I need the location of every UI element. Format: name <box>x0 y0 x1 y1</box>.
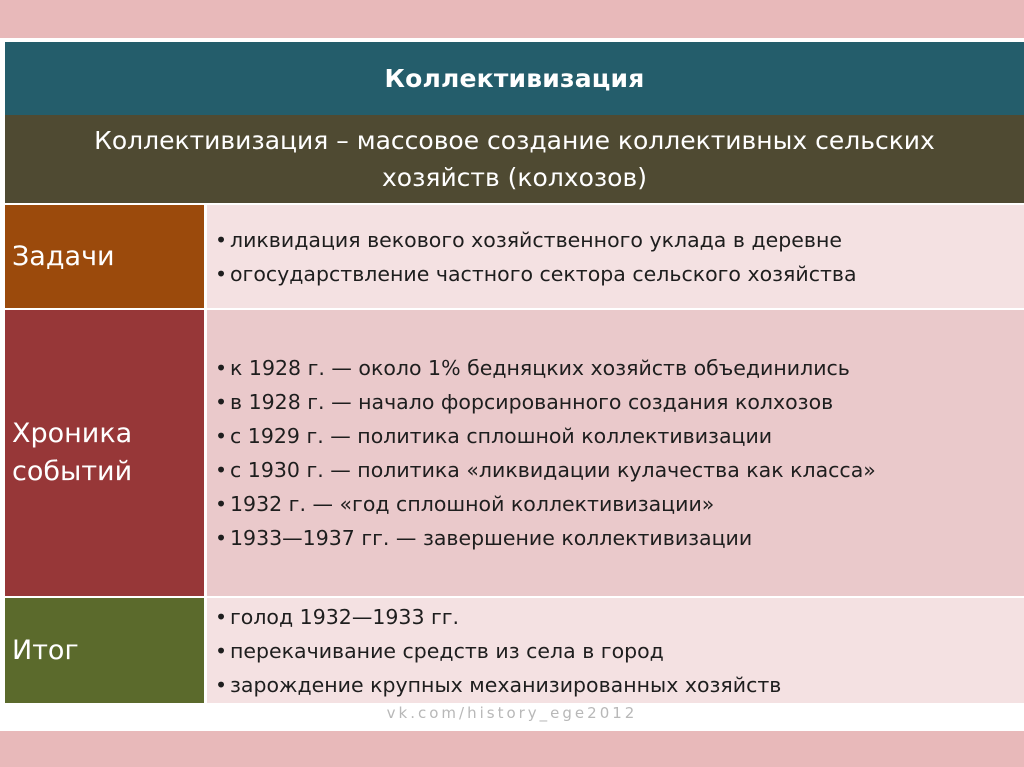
list-item: • голод 1932—1933 гг. <box>215 600 1024 634</box>
bullet-icon: • <box>215 458 228 482</box>
row-label-result: Итог <box>5 598 204 703</box>
list-item: • 1933—1937 гг. — завершение коллективизации <box>215 521 1024 555</box>
row-result <box>5 598 1024 703</box>
definition: Коллективизация – массовое создание коллективных сельских хозяйств (колхозов) <box>5 115 1024 203</box>
list-item: • 1932 г. — «год сплошной коллективизации» <box>215 487 1024 521</box>
bullet-icon: • <box>215 424 228 448</box>
row-chronicle <box>5 310 1024 596</box>
bullet-icon: • <box>215 604 228 629</box>
bullet-icon: • <box>215 227 228 252</box>
row-content-tasks <box>207 205 1024 308</box>
list-item: • к 1928 г. — около 1% бедняцких хозяйств объединились <box>215 351 1024 385</box>
list-item: • зарождение крупных механизированных хозяйств <box>215 668 1024 702</box>
list-item: • огосударствление частного сектора сельского хозяйства <box>215 257 1024 291</box>
bullet-icon: • <box>215 356 228 380</box>
list-item: • с 1930 г. — политика «ликвидации кулачества как класса» <box>215 453 1024 487</box>
list-item: • перекачивание средств из села в город <box>215 634 1024 668</box>
row-content-result <box>207 598 1024 703</box>
slide <box>0 38 1024 731</box>
bullet-icon: • <box>215 638 228 663</box>
list-item: • в 1928 г. — начало форсированного создания колхозов <box>215 385 1024 419</box>
row-label-chronicle: Хроника событий <box>5 310 204 596</box>
bullet-icon: • <box>215 390 228 414</box>
bullet-icon: • <box>215 492 228 516</box>
watermark-footer: vk.com/history_ege2012 <box>386 704 638 722</box>
list-item: • ликвидация векового хозяйственного уклада в деревне <box>215 223 1024 257</box>
row-label-tasks: Задачи <box>5 205 204 308</box>
bullet-icon: • <box>215 261 228 286</box>
bullet-icon: • <box>215 672 228 697</box>
list-item: • с 1929 г. — политика сплошной коллективизации <box>215 419 1024 453</box>
row-tasks <box>5 205 1024 308</box>
bullet-icon: • <box>215 526 228 550</box>
row-content-chronicle <box>207 310 1024 596</box>
slide-title: Коллективизация <box>5 42 1024 115</box>
